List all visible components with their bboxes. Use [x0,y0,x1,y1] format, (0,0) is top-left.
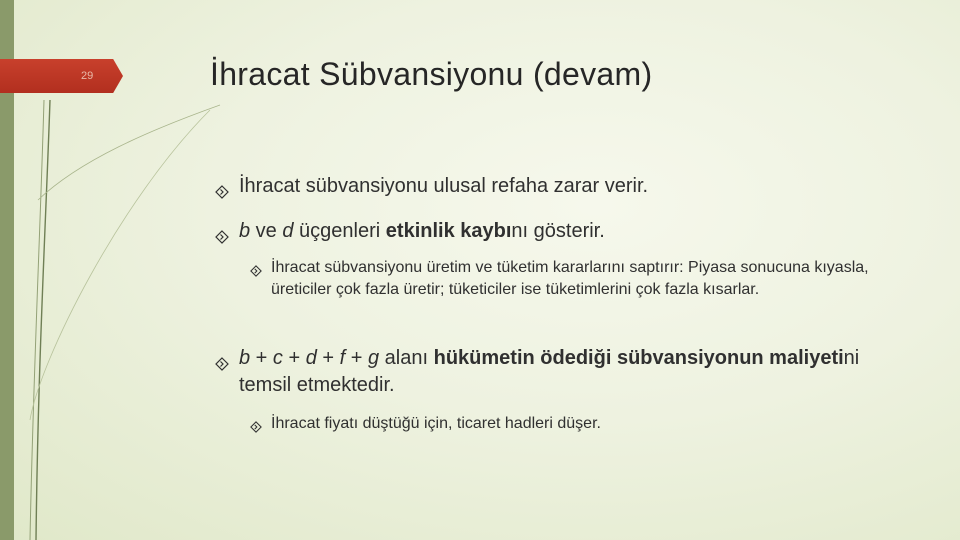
bullet-text-segment: b [239,220,251,242]
sub-bullet-item [271,413,601,435]
bullet-text-segment: alanı [379,347,434,369]
bullet-item [239,345,889,399]
bullet-text-segment: d [305,347,317,369]
bullet-text-segment: + [316,347,340,369]
bullet-text-segment: ve [250,220,283,242]
bullet-text-segment: b [239,347,251,369]
bullet-text-segment: d [282,220,294,242]
bullet-text-segment: ni temsil etmektedir. [239,347,860,396]
slide-number: 29 [81,70,94,82]
slide-title: İhracat Sübvansiyonu (devam) [210,56,653,92]
bullet-text-segment: g [368,347,380,369]
bullet-text-segment: c [272,347,283,369]
sub-bullet-item [271,257,911,301]
diamond-arrow-icon [215,352,229,366]
bullet-item [239,173,648,200]
diamond-arrow-icon [215,225,229,239]
bullet-text-segment: İhracat sübvansiyonu ulusal refaha zarar verir. [239,175,649,197]
bullet-text-segment: + [345,347,368,369]
bullet-text-segment: f [339,347,346,369]
bullet-text-segment: nı gösterir. [511,220,605,242]
bullet-text-segment: + [282,347,306,369]
bullet-item [239,218,605,245]
diamond-arrow-icon [250,262,262,274]
bullet-text-segment: + [250,347,273,369]
bullet-text-segment: İhracat sübvansiyonu üretim ve tüketim kararlarını saptırır: Piyasa sonucuna kıyasla, üreticiler çok fazla üretir; tüketiciler ise tüketimlerini çok fazla kısarlar. [271,259,869,298]
bullet-text-segment: hükümetin ödediği sübvansiyonun maliyeti [433,347,844,369]
bullet-text-segment: üçgenleri [293,220,386,242]
bullet-text-segment: İhracat fiyatı düştüğü için, ticaret hadleri düşer. [271,415,601,432]
bullet-text-segment: etkinlik kaybı [385,220,512,242]
diamond-arrow-icon [250,418,262,430]
diamond-arrow-icon [215,180,229,194]
